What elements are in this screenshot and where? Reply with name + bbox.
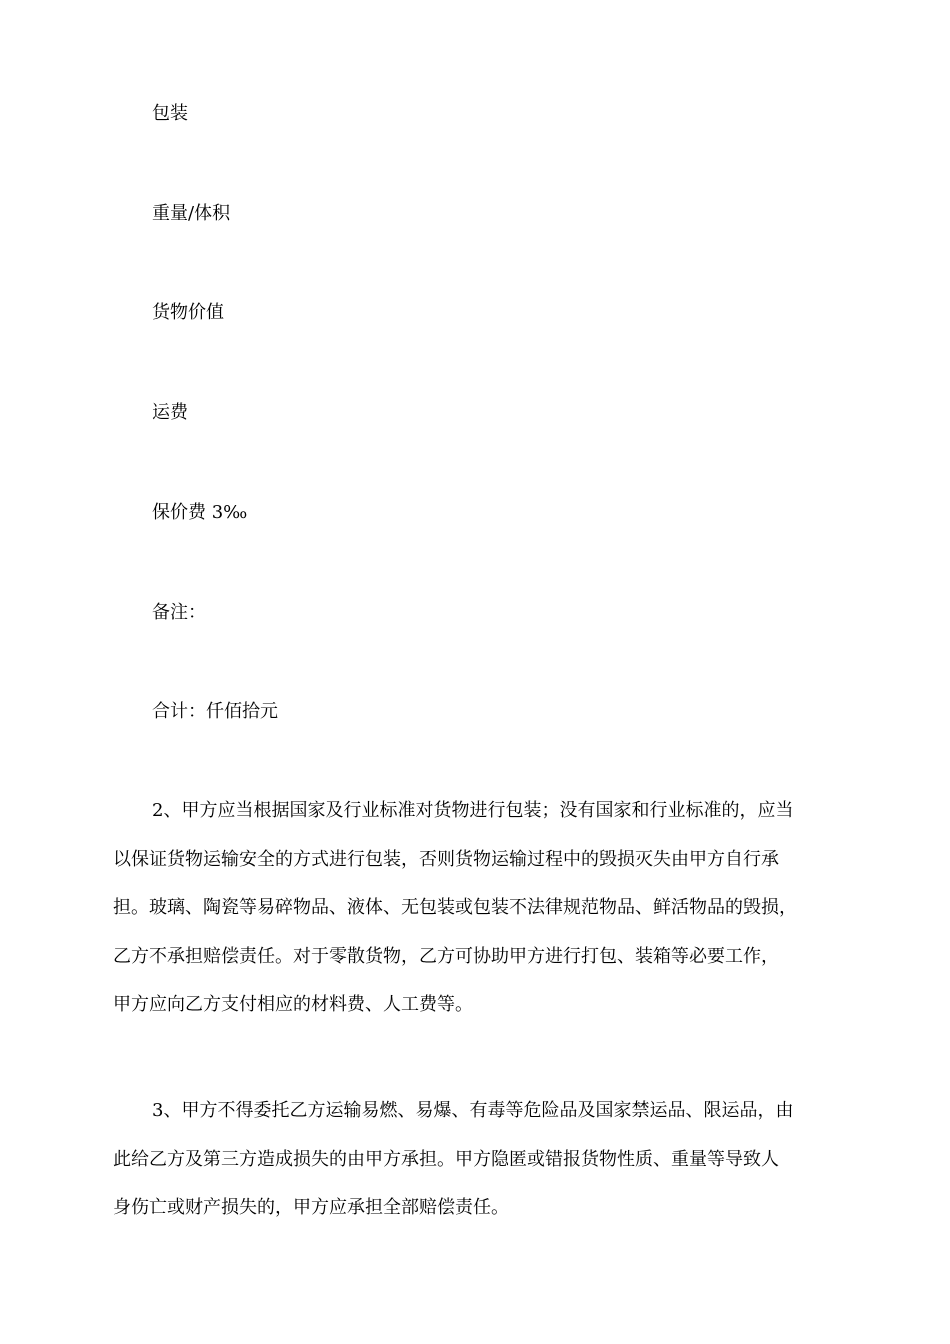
clause-2-line: 2、甲方应当根据国家及行业标准对货物进行包装；没有国家和行业标准的，应当 <box>152 800 794 821</box>
clause-3-line: 身伤亡或财产损失的，甲方应承担全部赔偿责任。 <box>113 1197 509 1218</box>
clause-3-line: 3、甲方不得委托乙方运输易燃、易爆、有毒等危险品及国家禁运品、限运品，由 <box>152 1100 794 1121</box>
field-total: 合计：仟佰拾元 <box>152 701 278 722</box>
clause-2-line: 甲方应向乙方支付相应的材料费、人工费等。 <box>113 994 473 1015</box>
clause-3-line: 此给乙方及第三方造成损失的由甲方承担。甲方隐匿或错报货物性质、重量等导致人 <box>113 1148 779 1170</box>
field-weight-volume: 重量/体积 <box>152 203 231 224</box>
clause-3-paragraph <box>113 1087 843 1233</box>
field-freight: 运费 <box>152 402 188 423</box>
field-goods-value: 货物价值 <box>152 302 224 323</box>
field-packaging: 包装 <box>152 103 188 124</box>
clause-2-paragraph <box>113 787 843 1030</box>
clause-2-line: 乙方不承担赔偿责任。对于零散货物，乙方可协助甲方进行打包、装箱等必要工作， <box>113 945 779 967</box>
clause-2-line: 以保证货物运输安全的方式进行包装，否则货物运输过程中的毁损灭失由甲方自行承 <box>113 848 779 870</box>
field-insurance-fee: 保价费 3‰ <box>152 502 248 523</box>
field-remarks: 备注： <box>152 602 206 623</box>
clause-2-line: 担。玻璃、陶瓷等易碎物品、液体、无包装或包装不法律规范物品、鲜活物品的毁损， <box>113 897 797 918</box>
